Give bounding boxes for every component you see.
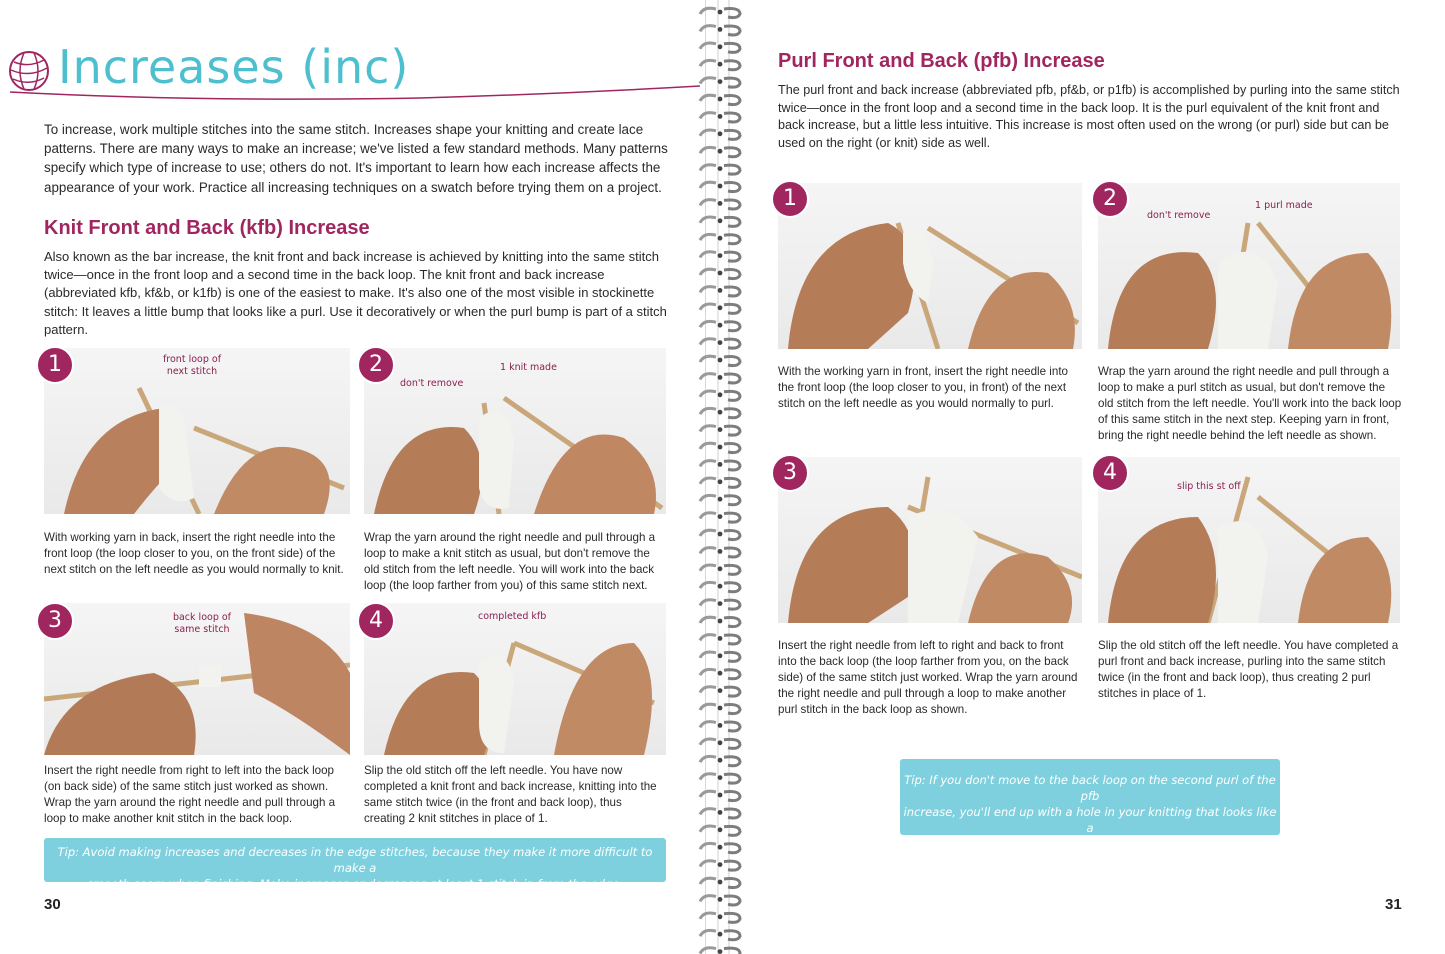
- binding-ring: [700, 948, 740, 954]
- binding-ring: [700, 791, 740, 800]
- step-caption-2: Wrap the yarn around the right needle and pull through a loop to make a knit stitch as usual, but don't remove the old stitch from the left needle. You will work into the back loop (the loop farther from you) of this same stitch next.: [364, 531, 656, 592]
- pfb-step-photo-4: [1098, 457, 1400, 623]
- binding-ring: [700, 669, 740, 678]
- tip-box-right: [900, 759, 1280, 851]
- binding-ring: [700, 408, 740, 417]
- right-page: [745, 0, 1445, 954]
- section-heading-kfb: Knit Front and Back (kfb) Increase: [44, 217, 370, 239]
- binding-ring: [700, 269, 740, 278]
- binding-ring: [700, 617, 740, 626]
- binding-ring: [700, 913, 740, 922]
- page-title: Increases (inc): [58, 40, 410, 94]
- binding-ring: [700, 321, 740, 330]
- step-badge-4: 4: [357, 602, 395, 640]
- binding-ring: [700, 843, 740, 852]
- pfb-step-badge-2: 2: [1091, 180, 1129, 218]
- binding-ring: [700, 391, 740, 400]
- binding-ring: [700, 26, 740, 35]
- binding-ring: [700, 234, 740, 243]
- binding-ring: [700, 826, 740, 835]
- annotation-front-loop: front loop of next stitch: [162, 354, 222, 377]
- tip-left-line-1: Tip: Avoid making increases and decreases in the edge stitches, because they make it more difficult to make a: [57, 845, 653, 875]
- binding-ring: [700, 339, 740, 348]
- binding-ring: [700, 8, 740, 17]
- binding-rings: [690, 0, 750, 954]
- tip-box-left: [44, 838, 666, 891]
- binding-ring: [700, 78, 740, 87]
- step-badge-3: 3: [36, 602, 74, 640]
- step-caption-1: With working yarn in back, insert the right needle into the front loop (the loop closer to you, on the front side) of the next stitch on the left needle as you would normally to knit.: [44, 531, 344, 576]
- binding-ring: [700, 130, 740, 139]
- binding-ring: [700, 774, 740, 783]
- binding-ring: [700, 182, 740, 191]
- pfb-step-caption-4: Slip the old stitch off the left needle. You have completed a purl front and back increase, purling into the same stitch twice (in the front and back loop), thus creating 2 purl stitches in place of 1.: [1098, 639, 1399, 700]
- step-photo-4: [364, 603, 666, 755]
- page-number-left: 30: [44, 896, 61, 913]
- title-underline-swoosh: [0, 80, 705, 110]
- pfb-step-badge-3: 3: [771, 454, 809, 492]
- left-page: [0, 0, 706, 954]
- step-caption-3: Insert the right needle from right to left into the back loop (on back side) of the same stitch just worked as shown. Wrap the yarn around the right needle and pull through a loop to make another knit stitch in the back loop.: [44, 764, 336, 825]
- pfb-step-badge-1: 1: [771, 180, 809, 218]
- page-number-right: 31: [1385, 896, 1402, 913]
- binding-ring: [700, 756, 740, 765]
- binding-ring: [700, 200, 740, 209]
- section-heading-pfb: Purl Front and Back (pfb) Increase: [778, 50, 1105, 72]
- pfb-annotation-dont-remove: don't remove: [1147, 210, 1211, 221]
- binding-ring: [700, 60, 740, 69]
- binding-ring: [700, 704, 740, 713]
- binding-ring: [700, 461, 740, 470]
- binding-ring: [700, 165, 740, 174]
- binding-ring: [700, 217, 740, 226]
- step-badge-1: 1: [36, 346, 74, 384]
- binding-ring: [700, 930, 740, 939]
- binding-ring: [700, 739, 740, 748]
- pfb-step-caption-3: Insert the right needle from left to right and back to front into the back loop (the loop farther from you, on the back side) of the same stitch just worked. Wrap the yarn around the right needle and pull through a loop to make another purl stitch in the back loop as shown.: [778, 639, 1078, 716]
- binding-ring: [700, 374, 740, 383]
- binding-ring: [700, 861, 740, 870]
- binding-ring: [700, 652, 740, 661]
- tip-left-line-2: smooth seam when finishing. Make increases or decreases at least 1 stitch in from the edge.: [87, 877, 623, 891]
- tip-right-line-2: increase, you'll end up with a hole in your knitting that looks like a: [903, 805, 1277, 835]
- binding-ring: [700, 809, 740, 818]
- binding-ring: [700, 565, 740, 574]
- binding-ring: [700, 95, 740, 104]
- pfb-step-photo-3: [778, 457, 1082, 623]
- binding-ring: [700, 513, 740, 522]
- annotation-completed-kfb: completed kfb: [478, 611, 547, 622]
- pfb-step-photo-1: [778, 183, 1082, 349]
- binding-ring: [700, 252, 740, 261]
- binding-ring: [700, 478, 740, 487]
- binding-ring: [700, 582, 740, 591]
- pfb-step-caption-1: With the working yarn in front, insert the right needle into the front loop (the loop closer to you, in front) of the next stitch on the left needle as you would normally to purl.: [778, 365, 1068, 410]
- binding-ring: [700, 147, 740, 156]
- section-text-kfb: Also known as the bar increase, the knit front and back increase is achieved by knitting into the same stitch twice—once in the front loop and a second time in the back loop. The knit front and back increase (abbreviated kfb, kf&b, or k1fb) is one of the easiest to make. It's also one of the most visible in stockinette stitch: It leaves a little bump that looks like a purl. Use it decoratively or when the purl bump is part of a stitch pattern.: [44, 249, 667, 337]
- binding-ring: [700, 443, 740, 452]
- binding-ring: [700, 600, 740, 609]
- binding-ring: [700, 896, 740, 905]
- step-badge-2: 2: [357, 346, 395, 384]
- binding-ring: [700, 530, 740, 539]
- binding-ring: [700, 113, 740, 122]
- step-caption-4: Slip the old stitch off the left needle. You have now completed a knit front and back increase, knitting into the same stitch twice (in the front and back loop), thus creating 2 knit stitches in place of 1.: [364, 764, 657, 825]
- section-text-pfb: The purl front and back increase (abbreviated pfb, pf&b, or p1fb) is accomplished by purling into the same stitch twice—once in the front loop and a second time in the back loop. It is the purl equivalent of the knit front and back increase, but a little less intuitive. This increase is most often used on the wrong (or purl) side but can be used on the right (or knit) side as well.: [778, 83, 1400, 150]
- annotation-1-knit-made: 1 knit made: [500, 362, 557, 373]
- binding-ring: [700, 495, 740, 504]
- tip-right-line-3: yarn over increase.: [1034, 837, 1146, 851]
- annotation-back-loop: back loop of same stitch: [172, 612, 232, 635]
- binding-ring: [700, 687, 740, 696]
- binding-ring: [700, 635, 740, 644]
- tip-right-line-1: Tip: If you don't move to the back loop on the second purl of the pfb: [904, 773, 1276, 803]
- binding-ring: [700, 722, 740, 731]
- pfb-annotation-slip-this-st-off: slip this st off: [1177, 481, 1241, 492]
- intro-paragraph: To increase, work multiple stitches into the same stitch. Increases shape your knitting and create lace patterns. There are many ways to make an increase; we've listed a few standard methods. Many patterns specify which type of increase to use; others do not. It's important to learn how each increase affects the appearance of your work. Practice all increasing techniques on a swatch before trying them on a project.: [44, 122, 668, 195]
- annotation-dont-remove: don't remove: [400, 378, 464, 389]
- binding-ring: [700, 878, 740, 887]
- binding-ring: [700, 426, 740, 435]
- binding-ring: [700, 287, 740, 296]
- binding-ring: [700, 304, 740, 313]
- pfb-annotation-1-purl-made: 1 purl made: [1255, 200, 1313, 211]
- binding-ring: [700, 356, 740, 365]
- pfb-step-caption-2: Wrap the yarn around the right needle and pull through a loop to make a purl stitch as usual, but don't remove the old stitch from the left needle. You'll work into the back loop of this same stitch in the next step. Keeping yarn in front, bring the right needle behind the left needle as shown.: [1098, 365, 1402, 442]
- binding-ring: [700, 43, 740, 52]
- pfb-step-photo-2: [1098, 183, 1400, 349]
- pfb-step-badge-4: 4: [1091, 454, 1129, 492]
- binding-ring: [700, 548, 740, 557]
